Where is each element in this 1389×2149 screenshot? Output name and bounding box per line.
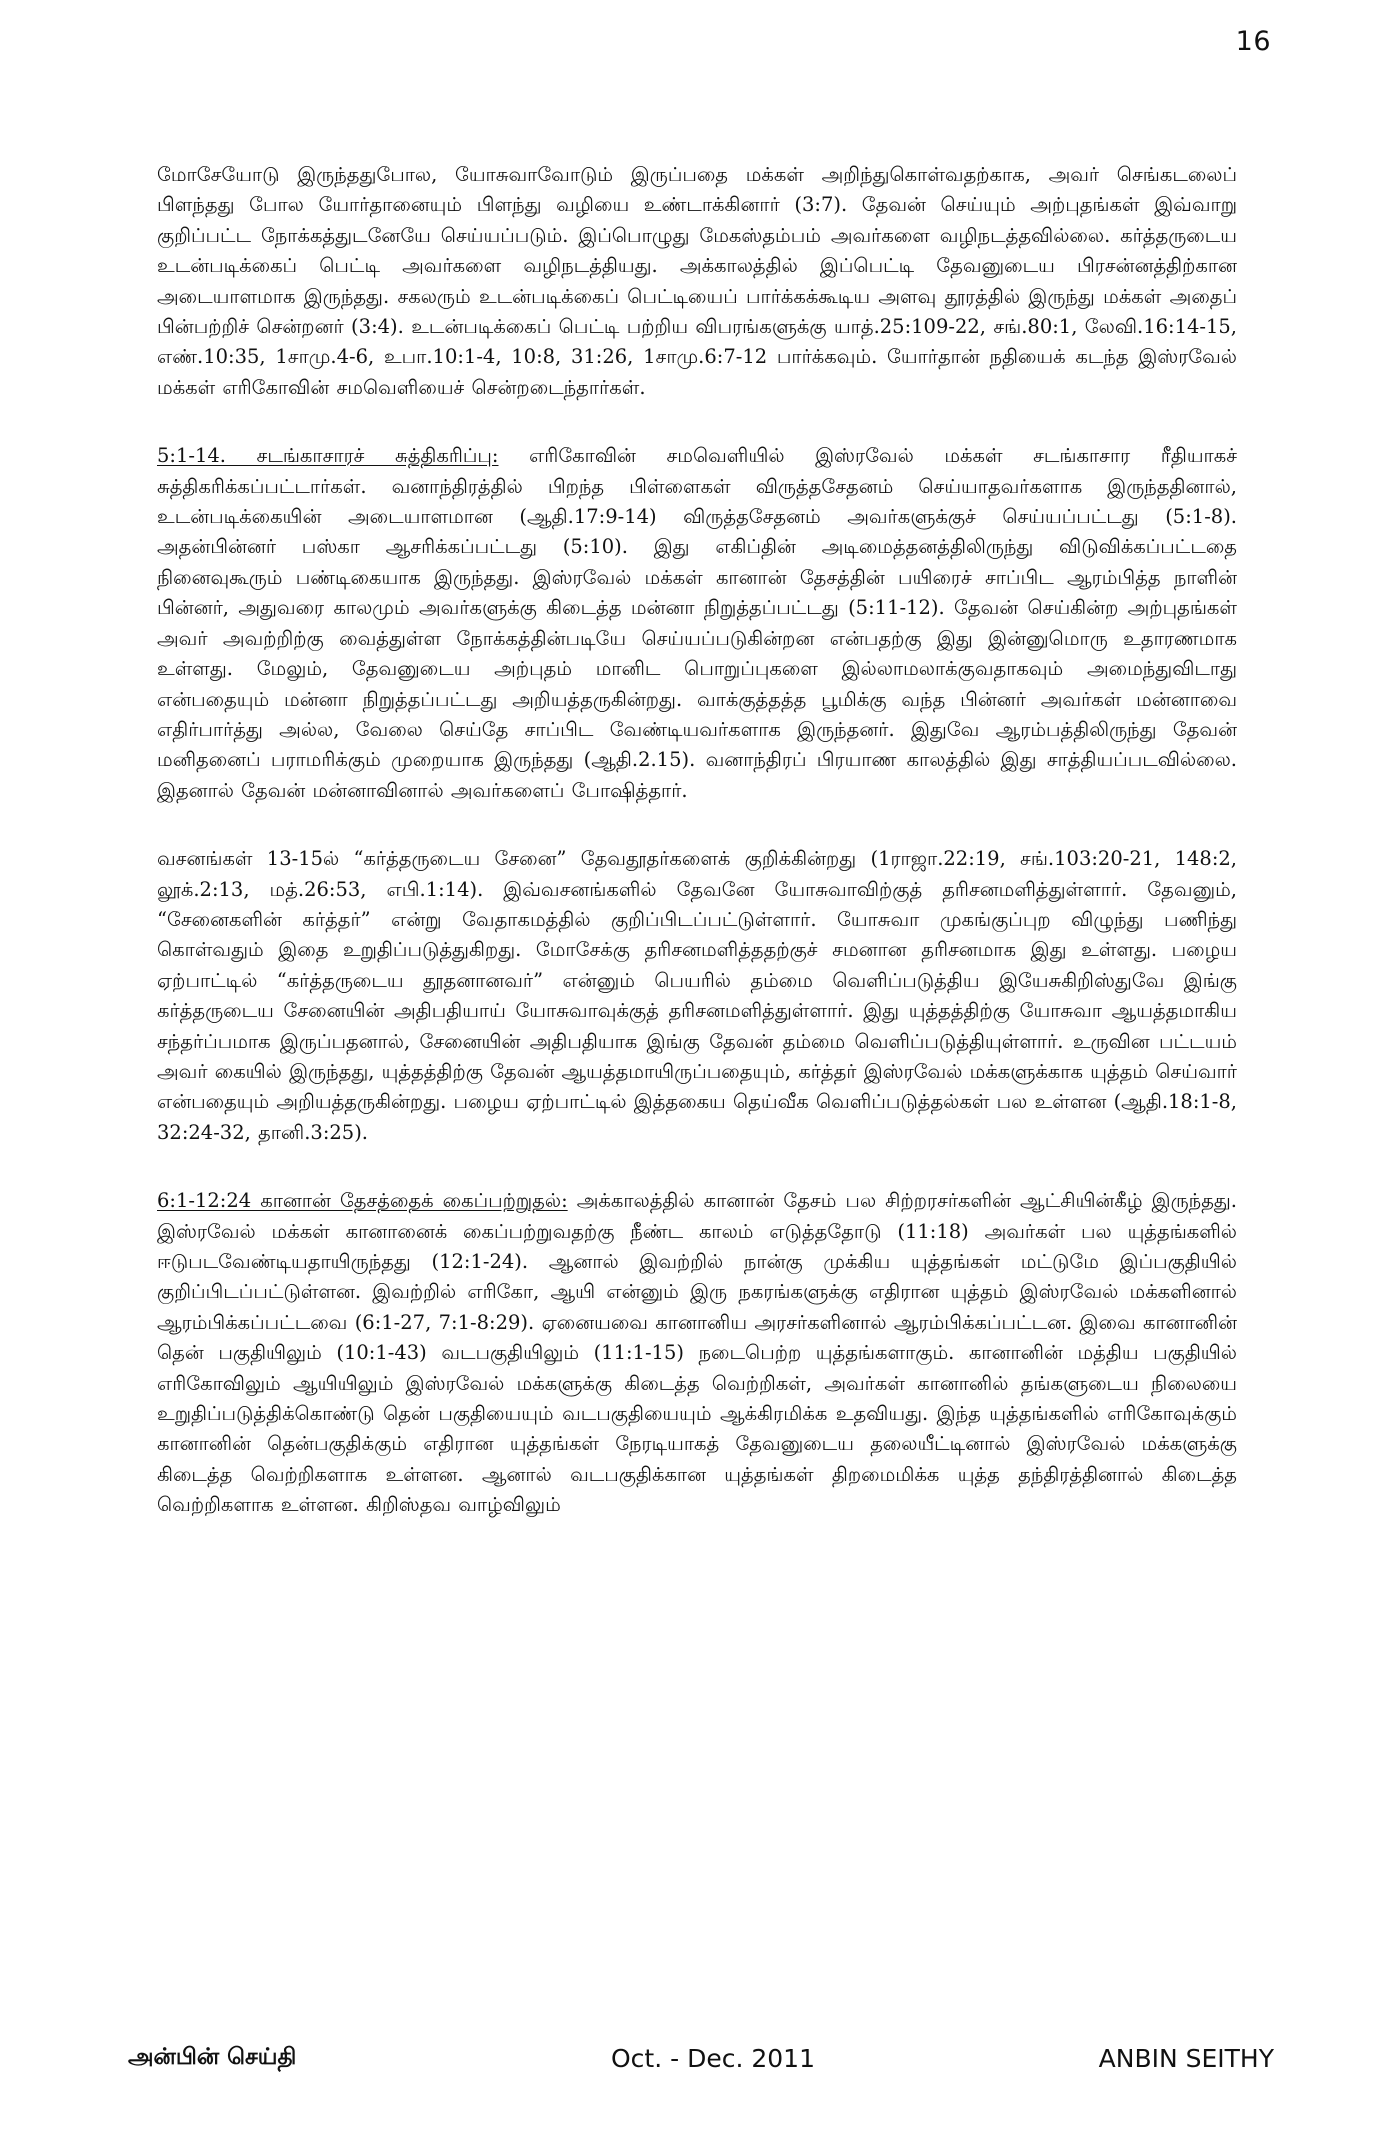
- page-number: 16: [1235, 26, 1271, 57]
- section-heading: 5:1-14. சடங்காசாரச் சுத்திகரிப்பு:: [157, 444, 499, 468]
- paragraph-text: வசனங்கள் 13-15ல் “கர்த்தருடைய சேனை” தேவதூதர்களைக் குறிக்கின்றது (1ராஜா.22:19, சங்.103:20-21, 148:2, லூக்.2:13, மத்.26:53, எபி.1:14). இவ்வசனங்களில் தேவனே யோசுவாவிற்குத் தரிசனமளித்துள்ளார். தேவனும், “சேனைகளின் கர்த்தர்” என்று வேதாகமத்தில் குறிப்பிடப்பட்டுள்ளார். யோசுவா முகங்குப்புற விழுந்து பணிந்து கொள்வதும் இதை உறுதிப்படுத்துகிறது. மோசேக்கு தரிசனமளித்ததற்குச் சமனான தரிசனமாக இது உள்ளது. பழைய ஏற்பாட்டில் “கர்த்தருடைய தூதனானவர்” என்னும் பெயரில் தம்மை வெளிப்படுத்திய இயேசுகிறிஸ்துவே இங்கு கர்த்தருடைய சேனையின் அதிபதியாய் யோசுவாவுக்குத் தரிசனமளித்துள்ளார். இது யுத்தத்திற்கு யோசுவா ஆயத்தமாகிய சந்தர்ப்பமாக இருப்பதனால், சேனையின் அதிபதியாக இங்கு தேவன் தம்மை வெளிப்படுத்தியுள்ளார். உருவின பட்டயம் அவர் கையில் இருந்தது, யுத்தத்திற்கு தேவன் ஆயத்தமாயிருப்பதையும், கர்த்தர் இஸ்ரவேல் மக்களுக்காக யுத்தம் செய்வார் என்பதையும் அறியத்தருகின்றது. பழைய ஏற்பாட்டில் இத்தகைய தெய்வீக வெளிப்படுத்தல்கள் பல உள்ளன (ஆதி.18:1-8, 32:24-32, தானி.3:25).: [157, 847, 1237, 1144]
- paragraph-conquest: [157, 1186, 1237, 1520]
- paragraph-intro: [157, 160, 1237, 403]
- paragraph-lords-host: [157, 844, 1237, 1148]
- paragraph-purification: [157, 441, 1237, 806]
- paragraph-text: எரிகோவின் சமவெளியில் இஸ்ரவேல் மக்கள் சடங்காசார ரீதியாகச் சுத்திகரிக்கப்பட்டார்கள். வனாந்திரத்தில் பிறந்த பிள்ளைகள் விருத்தசேதனம் செய்யாதவர்களாக இருந்ததினால், உடன்படிக்கையின் அடையாளமான (ஆதி.17:9-14) விருத்தசேதனம் அவர்களுக்குச் செய்யப்பட்டது (5:1-8). அதன்பின்னர் பஸ்கா ஆசரிக்கப்பட்டது (5:10). இது எகிப்தின் அடிமைத்தனத்திலிருந்து விடுவிக்கப்பட்டதை நினைவுகூரும் பண்டிகையாக இருந்தது. இஸ்ரவேல் மக்கள் கானான் தேசத்தின் பயிரைச் சாப்பிட ஆரம்பித்த நாளின் பின்னர், அதுவரை காலமும் அவர்களுக்கு கிடைத்த மன்னா நிறுத்தப்பட்டது (5:11-12). தேவன் செய்கின்ற அற்புதங்கள் அவர் அவற்றிற்கு வைத்துள்ள நோக்கத்தின்படியே செய்யப்படுகின்றன என்பதற்கு இது இன்னுமொரு உதாரணமாக உள்ளது. மேலும், தேவனுடைய அற்புதம் மானிட பொறுப்புகளை இல்லாமலாக்குவதாகவும் அமைந்துவிடாது என்பதையும் மன்னா நிறுத்தப்பட்டது அறியத்தருகின்றது. வாக்குத்தத்த பூமிக்கு வந்த பின்னர் அவர்கள் மன்னாவை எதிர்பார்த்து அல்ல, வேலை செய்தே சாப்பிட வேண்டியவர்களாக இருந்தனர். இதுவே ஆரம்பத்திலிருந்து தேவன் மனிதனைப் பராமரிக்கும் முறையாக இருந்தது (ஆதி.2.15). வனாந்திரப் பிரயாண காலத்தில் இது சாத்தியப்படவில்லை. இதனால் தேவன் மன்னாவினால் அவர்களைப் போஷித்தார்.: [157, 444, 1238, 802]
- paragraph-text: அக்காலத்தில் கானான் தேசம் பல சிற்றரசர்களின் ஆட்சியின்கீழ் இருந்தது. இஸ்ரவேல் மக்கள் கானானைக் கைப்பற்றுவதற்கு நீண்ட காலம் எடுத்ததோடு (11:18) அவர்கள் பல யுத்தங்களில் ஈடுபடவேண்டியதாயிருந்தது (12:1-24). ஆனால் இவற்றில் நான்கு முக்கிய யுத்தங்கள் மட்டுமே இப்பகுதியில் குறிப்பிடப்பட்டுள்ளன. இவற்றில் எரிகோ, ஆயி என்னும் இரு நகரங்களுக்கு எதிரான யுத்தம் இஸ்ரவேல் மக்களினால் ஆரம்பிக்கப்பட்டவை (6:1-27, 7:1-8:29). ஏனையவை கானானிய அரசர்களினால் ஆரம்பிக்கப்பட்டன. இவை கானானின் தென் பகுதியிலும் (10:1-43) வடபகுதியிலும் (11:1-15) நடைபெற்ற யுத்தங்களாகும். கானானின் மத்திய பகுதியில் எரிகோவிலும் ஆயியிலும் இஸ்ரவேல் மக்களுக்கு கிடைத்த வெற்றிகள், அவர்கள் கானானில் தங்களுடைய நிலையை உறுதிப்படுத்திக்கொண்டு தென் பகுதியையும் வடபகுதியையும் ஆக்கிரமிக்க உதவியது. இந்த யுத்தங்களில் எரிகோவுக்கும் கானானின் தென்பகுதிக்கும் எதிரான யுத்தங்கள் நேரடியாகத் தேவனுடைய தலையீட்டினால் இஸ்ரவேல் மக்களுக்கு கிடைத்த வெற்றிகளாக உள்ளன. ஆனால் வடபகுதிக்கான யுத்தங்கள் திறமைமிக்க யுத்த தந்திரத்தினால் கிடைத்த வெற்றிகளாக உள்ளன. கிறிஸ்தவ வாழ்விலும்: [157, 1189, 1238, 1517]
- article-body: [157, 160, 1237, 1521]
- paragraph-text: மோசேயோடு இருந்ததுபோல, யோசுவாவோடும் இருப்பதை மக்கள் அறிந்துகொள்வதற்காக, அவர் செங்கடலைப் பிளந்தது போல யோர்தானையும் பிளந்து வழியை உண்டாக்கினார் (3:7). தேவன் செய்யும் அற்புதங்கள் இவ்வாறு குறிப்பட்ட நோக்கத்துடனேயே செய்யப்படும். இப்பொழுது மேகஸ்தம்பம் அவர்களை வழிநடத்தவில்லை. கர்த்தருடைய உடன்படிக்கைப் பெட்டி அவர்களை வழிநடத்தியது. அக்காலத்தில் இப்பெட்டி தேவனுடைய பிரசன்னத்திற்கான அடையாளமாக இருந்தது. சகலரும் உடன்படிக்கைப் பெட்டியைப் பார்க்கக்கூடிய அளவு தூரத்தில் இருந்து மக்கள் அதைப் பின்பற்றிச் சென்றனர் (3:4). உடன்படிக்கைப் பெட்டி பற்றிய விபரங்களுக்கு யாத்.25:109-22, சங்.80:1, லேவி.16:14-15, எண்.10:35, 1சாமு.4-6, உபா.10:1-4, 10:8, 31:26, 1சாமு.6:7-12 பார்க்கவும். யோர்தான் நதியைக் கடந்த இஸ்ரவேல் மக்கள் எரிகோவின் சமவெளியைச் சென்றடைந்தார்கள்.: [157, 163, 1237, 399]
- footer-publication-english: ANBIN SEITHY: [1098, 2044, 1274, 2073]
- section-heading: 6:1-12:24 கானான் தேசத்தைக் கைப்பற்றுதல்:: [157, 1189, 568, 1213]
- footer-issue-date: Oct. - Dec. 2011: [611, 2044, 815, 2073]
- page-footer: [0, 2044, 1389, 2084]
- footer-publication-tamil: அன்பின் செய்தி: [128, 2044, 297, 2070]
